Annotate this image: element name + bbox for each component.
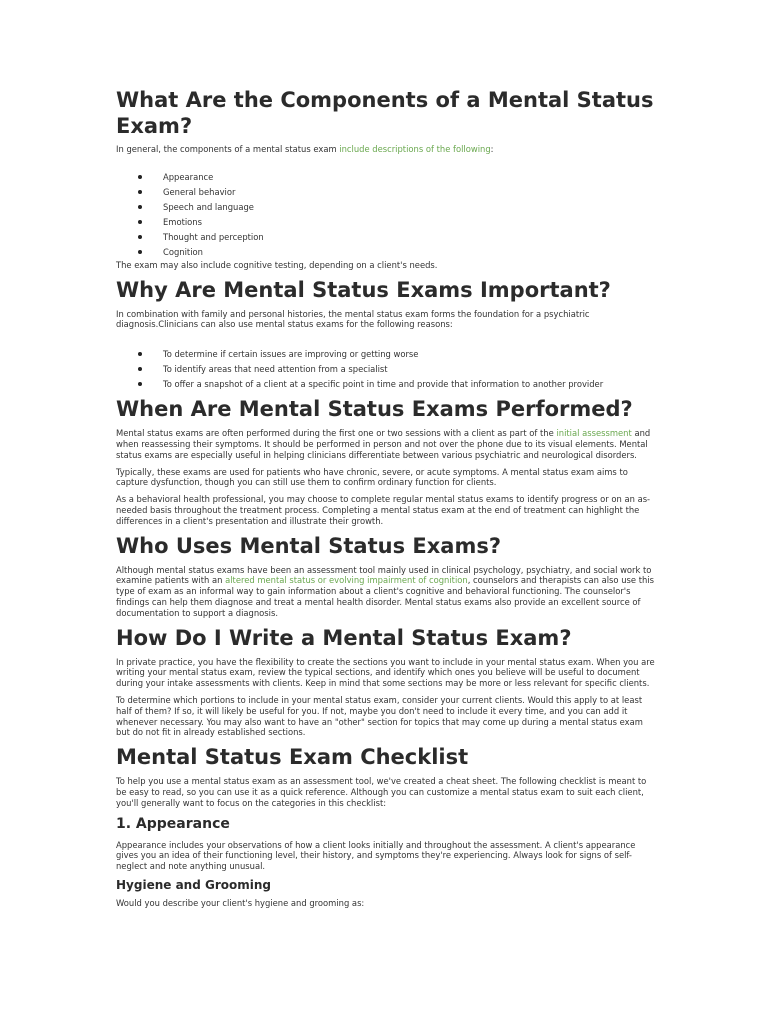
list-item: Cognition [138, 245, 658, 260]
heading-users: Who Uses Mental Status Exams? [116, 533, 502, 558]
heading-checklist: Mental Status Exam Checklist [116, 745, 469, 770]
heading-components: What Are the Components of a Mental Status Exam? [116, 88, 654, 138]
importance-list [116, 347, 658, 392]
section-importance [116, 277, 658, 393]
list-item: Emotions [138, 215, 658, 230]
section-components [116, 87, 658, 271]
appearance-paragraph: Appearance includes your observations of how a client looks initially and throughout the assessment. A client's appearance gives you an idea of their functioning level, their history, and symptoms they're experiencing. Always look for signs of self-neglect and note anything unusual. [116, 839, 636, 872]
link-initial-assessment[interactable]: initial assessment [556, 428, 632, 439]
performed-paragraph-3: As a behavioral health professional, you may choose to complete regular mental status exams to identify progress or on an as-needed basis throughout the treatment process. Completing a mental status exam at the end of treatment can highlight the differences in a client's presentation and illustrate their growth. [116, 494, 651, 526]
list-item: To identify areas that need attention from a specialist [138, 362, 658, 377]
components-list [116, 170, 658, 260]
heading-importance: Why Are Mental Status Exams Important? [116, 277, 611, 302]
heading-hygiene-grooming: Hygiene and Grooming [116, 877, 271, 892]
list-item: Thought and perception [138, 230, 658, 245]
list-item: To determine if certain issues are improving or getting worse [138, 347, 658, 362]
section-users [116, 533, 658, 619]
list-item: Appearance [138, 170, 658, 185]
checklist-paragraph: To help you use a mental status exam as an assessment tool, we've created a cheat sheet. The following checklist is meant to be easy to read, so you can use it as a quick reference. Although you can customize a mental status exam to suit each client, you'll generally want to focus on the categories in this checklist: [116, 776, 647, 808]
heading-performed: When Are Mental Status Exams Performed? [116, 397, 633, 422]
section-performed [116, 396, 658, 526]
performed-paragraph-2: Typically, these exams are used for patients who have chronic, severe, or acute symptoms. A mental status exam aims to capture dysfunction, though you can still use them to confirm ordinary function for clients. [116, 466, 628, 488]
importance-paragraph: In combination with family and personal histories, the mental status exam forms the foundation for a psychiatric diagnosis.Clinicians can also use mental status exams for the following reasons: [116, 308, 590, 330]
heading-writing: How Do I Write a Mental Status Exam? [116, 625, 572, 650]
components-outro: The exam may also include cognitive testing, depending on a client's needs. [116, 259, 438, 270]
link-descriptions[interactable]: include descriptions of the following [339, 144, 491, 154]
performed-paragraph-1: Mental status exams are often performed during the first one or two sessions with a client as part of the initial assessment and when reassessing their symptoms. It should be performed in person and not over the phone due to its visual elements. Mental status exams are especially useful in helping clinicians differentiate between various psychiatric and neurological disorders. [116, 428, 651, 460]
list-item: General behavior [138, 185, 658, 200]
writing-paragraph-1: In private practice, you have the flexibility to create the sections you want to include in your mental status exam. When you are writing your mental status exam, review the typical sections, and identify which ones you believe will be useful to document during your intake assessments with clients. Keep in mind that some sections may be more or less relevant for specific clients. [116, 656, 655, 689]
section-writing [116, 625, 658, 739]
list-item: Speech and language [138, 200, 658, 215]
writing-paragraph-2: To determine which portions to include in your mental status exam, consider your current clients. Would this apply to at least half of them? If so, it will likely be useful for you. If not, maybe you don't need to include it every time, and you can add it whenever necessary. You may also want to have an "other" section for topics that may come up during a mental status exam but do not fit in already established sections. [116, 694, 643, 738]
section-checklist [116, 744, 658, 909]
hygiene-paragraph: Would you describe your client's hygiene and grooming as: [116, 897, 365, 908]
heading-appearance: 1. Appearance [116, 815, 230, 832]
list-item: To offer a snapshot of a client at a specific point in time and provide that information to another provider [138, 377, 658, 392]
link-altered-mental-status[interactable]: altered mental status or evolving impairment of cognition [225, 575, 468, 586]
components-intro: In general, the components of a mental status exam include descriptions of the following: [116, 144, 494, 154]
users-paragraph: Although mental status exams have been an assessment tool mainly used in clinical psychology, psychiatry, and social work to examine patients with an altered mental status or evolving impairment of cognition, counselors and therapists can also use this type of exam as an informal way to gain information about a client's cognitive and behavioral functioning. The counselor's findings can help them diagnose and treat a mental health disorder. Mental status exams also provide an excellent source of documentation to support a diagnosis. [116, 564, 654, 618]
